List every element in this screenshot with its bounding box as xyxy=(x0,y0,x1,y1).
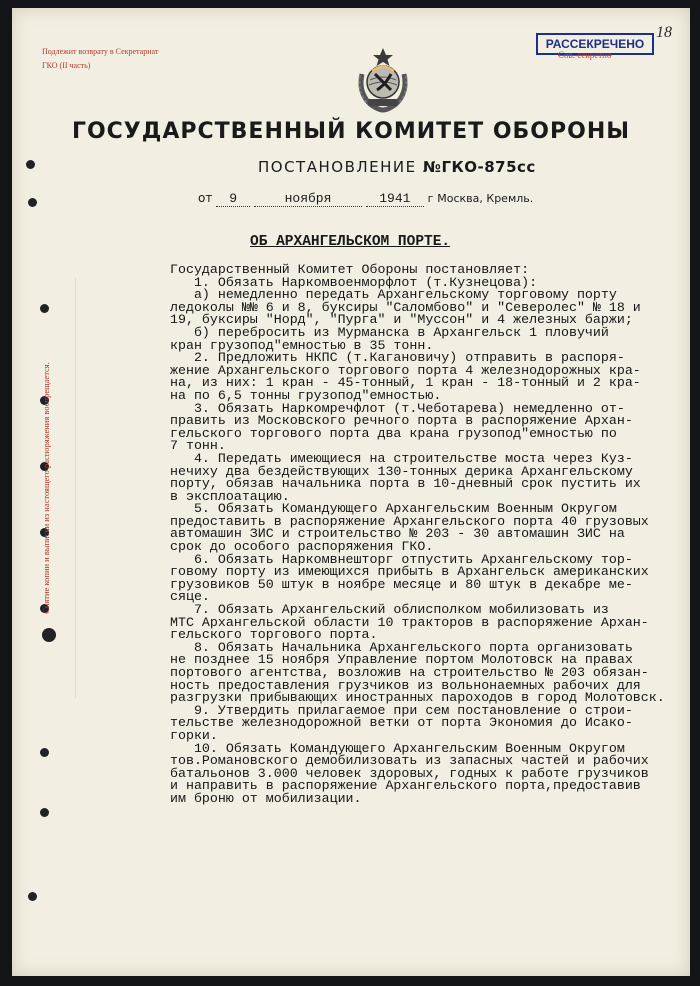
body-line: гельского торгового порта два крана грузопод"емностью по xyxy=(170,425,617,441)
binding-hole-icon xyxy=(28,892,37,901)
return-note-line: ГКО (II часть) xyxy=(42,61,91,70)
crossed-out-classification: Сов. секретно xyxy=(558,50,612,60)
decree-body xyxy=(170,264,690,806)
body-line: править из Московского речного порта в распоряжение Архан- xyxy=(170,413,633,429)
body-line: ледоколы №№ 6 и 8, буксиры "Саломбово" и "Северолес" № 18 и xyxy=(170,299,641,315)
body-line: 10. Обязать Командующего Архангельским Военным Округом xyxy=(170,740,625,756)
body-line: на по 6,5 тонны грузопод"емностью. xyxy=(170,387,442,403)
margin-fold-line xyxy=(75,278,76,698)
body-line: 8. Обязать Начальника Архангельского порта организовать xyxy=(170,639,633,655)
binding-hole-icon xyxy=(42,628,56,642)
binding-hole-icon xyxy=(40,304,49,313)
declassified-stamp: РАССЕКРЕЧЕНО xyxy=(536,33,654,55)
body-line: и направить в распоряжение Архангельского порта,предоставив xyxy=(170,778,641,794)
decree-label: ПОСТАНОВЛЕНИЕ xyxy=(258,158,417,176)
year-suffix: г xyxy=(427,192,434,205)
document-page xyxy=(12,8,690,976)
body-line: 3. Обязать Наркомречфлот (т.Чеботарева) немедленно от- xyxy=(170,400,625,416)
body-line: им броню от мобилизации. xyxy=(170,790,362,806)
body-line: автомашин ЗИС и строительство № 203 - 30 автомашин ЗИС на xyxy=(170,526,625,542)
body-line: на, из них: 1 кран - 45-тонный, 1 кран - 18-тонный и 2 кра- xyxy=(170,375,641,391)
body-line: нечиху два бездействующих 130-тонных дерика Архангельскому xyxy=(170,463,633,479)
body-line: Государственный Комитет Обороны постановляет: xyxy=(170,262,530,277)
body-line: срок до особого распоряжения ГКО. xyxy=(170,539,434,555)
body-line: МТС Архангельской области 10 тракторов в распоряжение Архан- xyxy=(170,614,649,630)
body-line: горки. xyxy=(170,727,218,743)
decree-heading xyxy=(258,158,536,176)
place-of-issue: Москва, Кремль. xyxy=(437,192,534,205)
body-line: кран грузопод"емностью в 35 тонн. xyxy=(170,337,434,353)
document-subject: ОБ АРХАНГЕЛЬСКОМ ПОРТЕ. xyxy=(250,234,451,250)
body-line: батальонов 3.000 человек здоровых, годных к работе грузчиков xyxy=(170,765,649,781)
date-day: 9 xyxy=(216,191,250,207)
body-line: 6. Обязать Наркомвнешторг отпустить Архангельскому тор- xyxy=(170,551,633,567)
body-line: 19, буксиры "Норд", "Пурга" и "Муссон" и 4 железных баржи; xyxy=(170,312,633,328)
body-line: а) немедленно передать Архангельскому торговому порту xyxy=(170,287,617,303)
body-line: сяце. xyxy=(170,589,210,605)
page-number: 18 xyxy=(656,24,672,41)
body-line: ность предоставления грузчиков из вольнонаемных рабочих для xyxy=(170,677,641,693)
body-line: 7 тонн. xyxy=(170,438,226,454)
date-year: 1941 xyxy=(366,191,424,207)
body-line: в эксплоатацию. xyxy=(170,488,290,504)
binding-hole-icon xyxy=(40,748,49,757)
body-line: 2. Предложить НКПС (т.Кагановичу) отправить в распоря- xyxy=(170,350,625,366)
margin-copy-prohibition-note: Снятие копии и выписки из настоящего распоряжения воспрещается. xyxy=(41,362,51,614)
body-line: тельстве железнодорожной ветки от порта Экономия до Исако- xyxy=(170,715,633,731)
binding-hole-icon xyxy=(26,160,35,169)
body-line: 4. Передать имеющиеся на строительстве моста через Куз- xyxy=(170,450,633,466)
committee-title: ГОСУДАРСТВЕННЫЙ КОМИТЕТ ОБОРОНЫ xyxy=(71,119,631,144)
body-line: 9. Утвердить прилагаемое при сем постановление о строи- xyxy=(170,702,633,718)
ussr-coat-of-arms-icon xyxy=(348,44,418,114)
body-line: говому порту из имеющихся прибыть в Архангельск американских xyxy=(170,564,649,580)
body-line: гельского торгового порта. xyxy=(170,627,378,643)
date-line xyxy=(198,191,533,207)
date-month: ноября xyxy=(254,191,362,207)
body-line: 7. Обязать Архангельский облисполком мобилизовать из xyxy=(170,602,609,618)
body-line: 5. Обязать Командующего Архангельским Военным Округом xyxy=(170,501,617,517)
body-line: жение Архангельского торгового порта 4 железнодорожных кра- xyxy=(170,362,641,378)
date-prefix: от xyxy=(198,191,213,205)
binding-hole-icon xyxy=(28,198,37,207)
body-line: грузовиков 50 штук в ноябре месяце и 80 штук в декабре ме- xyxy=(170,576,633,592)
return-note-line: Подлежит возврату в Секретариат xyxy=(42,47,159,56)
body-line: не позднее 15 ноября Управление портом Молотовск на правах xyxy=(170,652,633,668)
binding-hole-icon xyxy=(40,808,49,817)
body-line: б) перебросить из Мурманска в Архангельск 1 пловучий xyxy=(170,324,609,340)
body-line: тов.Романовского демобилизовать из запасных частей и рабочих xyxy=(170,753,649,769)
body-line: портового агентства, возложив на строительство № 203 обязан- xyxy=(170,665,649,680)
body-line: разгрузки прибывающих иностранных пароходов в город Молотовск. xyxy=(170,690,665,706)
body-line: 1. Обязать Наркомвоенморфлот (т.Кузнецова): xyxy=(170,274,538,290)
return-instruction xyxy=(42,45,242,73)
body-line: порту, обязав начальника порта в 10-дневный срок пустить их xyxy=(170,476,641,492)
decree-number: №ГКО-875сс xyxy=(422,158,536,176)
body-line: предоставить в распоряжение Архангельского порта 40 грузовых xyxy=(170,513,649,529)
